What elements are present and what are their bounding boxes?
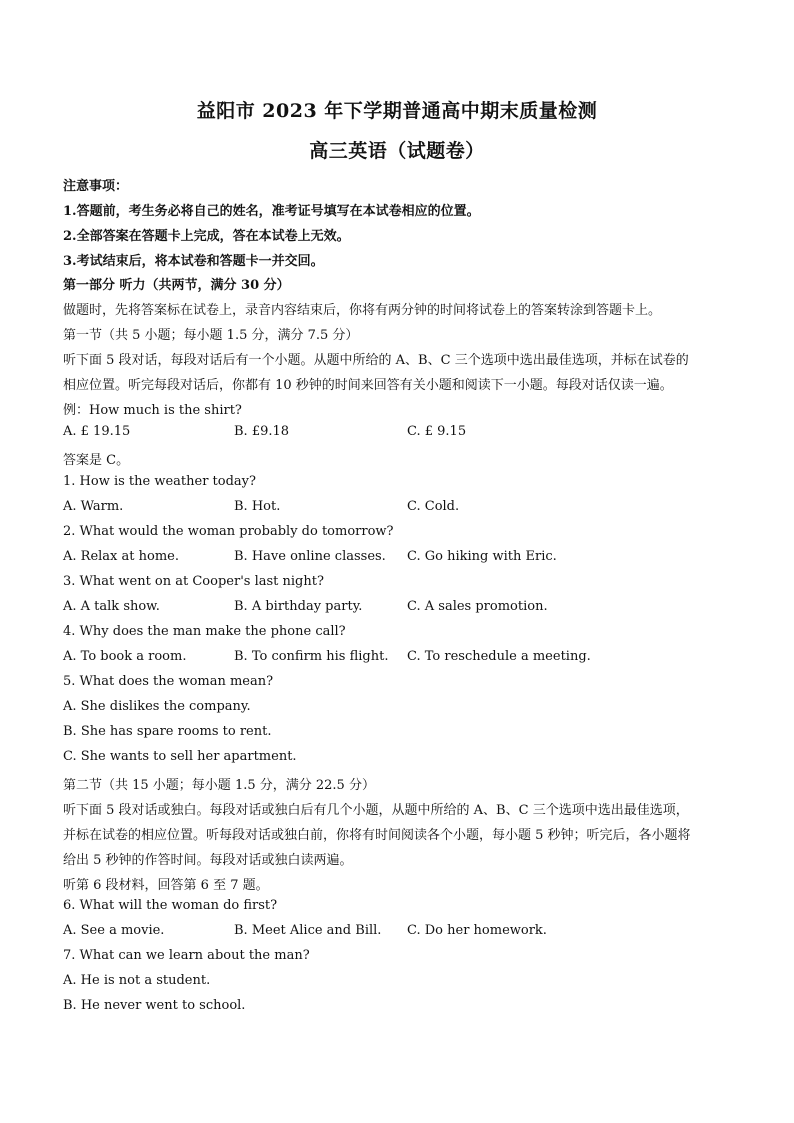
option-c: C. Go hiking with Eric. [407,549,557,564]
material-heading: 听第 6 段材料，回答第 6 至 7 题。 [63,878,269,893]
note-item: 3.考试结束后，将本试卷和答题卡一并交回。 [63,254,324,269]
part1-heading: 第一部分 听力（共两节，满分 30 分） [63,278,290,293]
question-text: 4. Why does the man make the phone call? [63,624,346,639]
option-c: C. £ 9.15 [407,424,467,439]
section2-instruction: 并标在试卷的相应位置。听每段对话或独白前，你将有时间阅读各个小题，每小题 5 秒钟；听完后，各小题将 [63,828,691,843]
question-text: 2. What would the woman probably do tomorrow? [63,524,394,539]
note-item: 1.答题前，考生务必将自己的姓名，准考证号填写在本试卷相应的位置。 [63,204,480,219]
option-b: B. To confirm his flight. [234,649,389,664]
question-text: 7. What can we learn about the man? [63,948,310,963]
option-b: B. A birthday party. [234,599,363,614]
option-a: A. She dislikes the company. [63,699,251,714]
question-text: 1. How is the weather today? [63,474,256,489]
option-a: A. See a movie. [63,923,165,938]
exam-title: 益阳市 2023 年下学期普通高中期末质量检测 [196,100,598,122]
option-a: A. To book a room. [63,649,187,664]
notes-heading: 注意事项： [63,179,129,194]
exam-subtitle: 高三英语（试题卷） [309,140,485,162]
section2-heading: 第二节（共 15 小题；每小题 1.5 分，满分 22.5 分） [63,778,375,793]
example-question: 例：How much is the shirt? [63,403,242,418]
note-item: 2.全部答案在答题卡上完成，答在本试卷上无效。 [63,229,350,244]
option-b: B. Hot. [234,499,281,514]
option-a: A. A talk show. [63,599,160,614]
option-a: A. Warm. [63,499,124,514]
question-text: 6. What will the woman do first? [63,898,278,913]
section2-instruction: 给出 5 秒钟的作答时间。每段对话或独白读两遍。 [63,853,353,868]
question-text: 5. What does the woman mean? [63,674,274,689]
option-c: C. Cold. [407,499,460,514]
option-b: B. He never went to school. [63,998,246,1013]
section2-instruction: 听下面 5 段对话或独白。每段对话或独白后有几个小题，从题中所给的 A、B、C 三个选项中选出最佳选项， [63,803,689,818]
option-c: C. A sales promotion. [407,599,548,614]
option-b: B. Meet Alice and Bill. [234,923,382,938]
section1-instruction: 听下面 5 段对话，每段对话后有一个小题。从题中所给的 A、B、C 三个选项中选出最佳选项，并标在试卷的 [63,353,689,368]
question-text: 3. What went on at Cooper's last night? [63,574,324,589]
option-a: A. £ 19.15 [63,424,131,439]
part1-intro: 做题时，先将答案标在试卷上，录音内容结束后，你将有两分钟的时间将试卷上的答案转涂到答题卡上。 [63,303,662,318]
option-b: B. £9.18 [234,424,290,439]
option-b: B. Have online classes. [234,549,386,564]
option-c: C. To reschedule a meeting. [407,649,591,664]
example-answer: 答案是 C。 [63,453,130,468]
option-c: C. Do her homework. [407,923,547,938]
option-a: A. Relax at home. [63,549,179,564]
section1-heading: 第一节（共 5 小题；每小题 1.5 分，满分 7.5 分） [63,328,359,343]
option-b: B. She has spare rooms to rent. [63,724,272,739]
section1-instruction: 相应位置。听完每段对话后，你都有 10 秒钟的时间来回答有关小题和阅读下一小题。每段对话仅读一遍。 [63,378,673,393]
option-a: A. He is not a student. [63,973,211,988]
option-c: C. She wants to sell her apartment. [63,749,297,764]
